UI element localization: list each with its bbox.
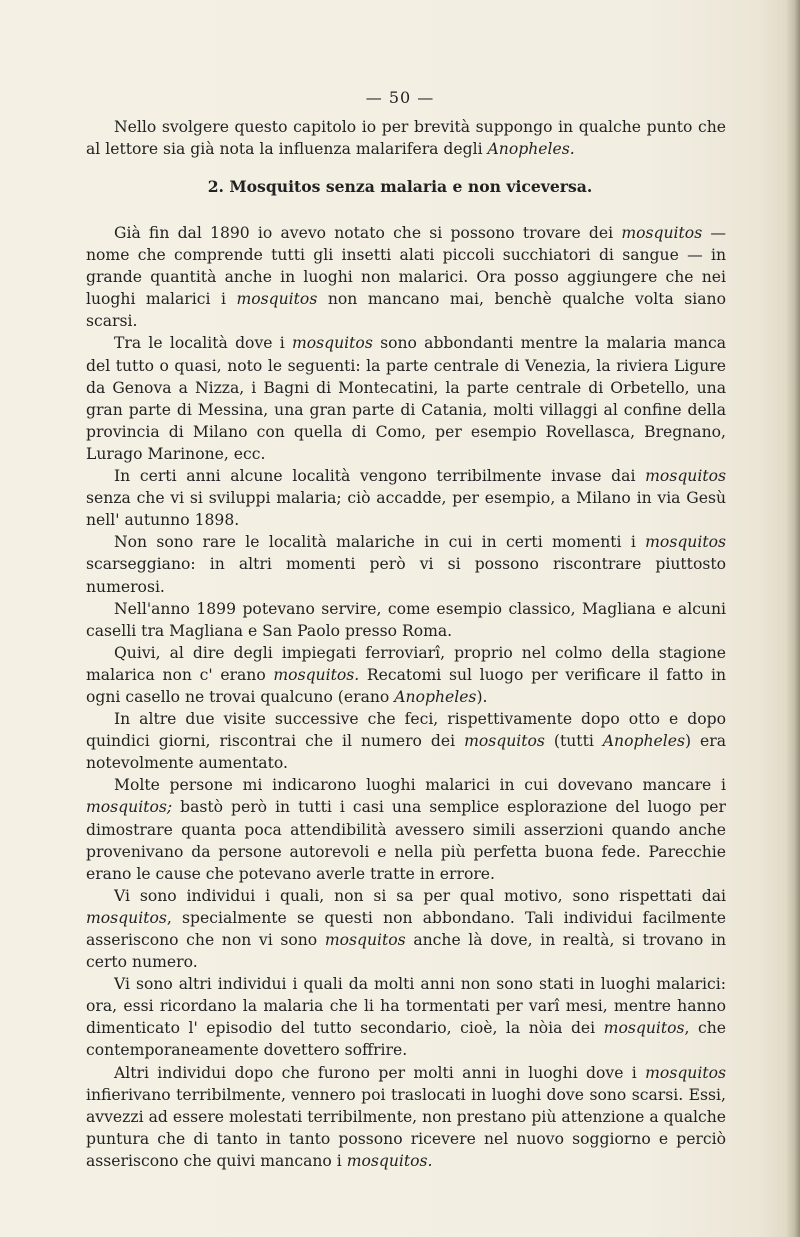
text-run: non mancano mai, benchè qualche volta siano scarsi. <box>86 290 726 331</box>
italic-term: mosquitos; <box>86 798 173 817</box>
body-paragraph <box>86 885 726 973</box>
text-run: In altre due visite successive che feci, rispettivamente dopo otto e dopo quindici giorni, riscontrai che il numero dei <box>86 710 726 751</box>
body-paragraph <box>86 332 726 465</box>
italic-term: mosquitos <box>324 931 406 949</box>
text-run: — nome che comprende tutti gli insetti alati piccoli succhiatori di sangue — in grande quantità anche in luoghi non malarici. Ora posso aggiungere che nei luoghi malarici i <box>86 224 726 309</box>
text-run: Molte persone mi indicarono luoghi malarici in cui dovevano mancare i <box>114 776 726 795</box>
italic-term: mosquitos <box>645 1063 726 1082</box>
italic-term: Anopheles <box>394 687 477 706</box>
body-paragraph <box>86 708 726 774</box>
italic-term: Anopheles. <box>487 140 575 159</box>
body-paragraph <box>86 465 726 531</box>
italic-term: mosquitos <box>645 467 726 486</box>
body-paragraph <box>86 642 726 708</box>
text-run: Non sono rare le località malariche in cui in certi momenti i <box>114 533 646 552</box>
section-heading: 2. Mosquitos senza malaria e non viceversa. <box>207 177 593 196</box>
text-run: (tutti <box>544 732 603 751</box>
italic-term: mosquitos <box>645 533 726 552</box>
text-run: Quivi, al dire degli impiegati ferroviarî, proprio nel colmo della stagione malarica non c' erano <box>86 643 726 684</box>
text-run: , che contemporaneamente dovettero soffrire. <box>86 1019 727 1060</box>
intro-paragraph <box>86 116 726 160</box>
italic-term: mosquitos. <box>346 1151 433 1170</box>
text-run: In certi anni alcune località vengono terribilmente invase dai <box>114 467 646 486</box>
text-run: senza che vi si sviluppi malaria; ciò accadde, per esempio, a Milano in via Gesù nell' autunno 1898. <box>86 489 726 530</box>
body-paragraph <box>86 531 726 597</box>
text-run: anche là dove, in realtà, si trovano in certo numero. <box>86 931 726 972</box>
body-paragraph <box>86 774 726 884</box>
italic-term: mosquitos <box>86 908 167 927</box>
text-run: ). <box>476 687 488 706</box>
text-run: Recatomi sul luogo per verificare il fatto in ogni casello ne trovai qualcuno (erano <box>86 665 726 706</box>
text-run: infierivano terribilmente, vennero poi traslocati in luoghi dove sono scarsi. Essi, avvezzi ad essere molestati terribilmente, non prestano più attenzione a qualche puntura che di tanto in tanto possono ricevere nel nuovo soggiorno e perciò asseriscono che quivi mancano i <box>86 1085 726 1170</box>
italic-term: mosquitos <box>464 732 545 751</box>
text-run: Già fin dal 1890 io avevo notato che si possono trovare dei <box>114 224 622 242</box>
page-number: — 50 — <box>365 88 435 107</box>
text-run: scarseggiano: in altri momenti però vi si possono riscontrare piuttosto numerosi. <box>86 555 726 596</box>
text-run: bastò però in tutti i casi una semplice esplorazione del luogo per dimostrare quanta poca attendibilità avessero simili asserzioni quando anche provenivano da persone autorevoli e nella più perfetta buona fede. Parecchie erano le cause che potevano averle tratte in errore. <box>86 798 726 883</box>
text-run: , specialmente se questi non abbondano. Tali individui facilmente asseriscono che non vi sono <box>86 908 726 949</box>
text-run: Vi sono altri individui i quali da molti anni non sono stati in luoghi malarici: ora, essi ricordano la malaria che li ha tormentati per varî mesi, mentre hanno dimenticato l' episodio del tutto secondario, cioè, la nòia dei <box>86 975 726 1038</box>
italic-term: mosquitos <box>603 1019 685 1038</box>
text-run: Nello svolgere questo capitolo io per brevità suppongo in qualche punto che al lettore sia già nota la influenza malarifera degli <box>86 118 726 159</box>
text-run: Tra le località dove i <box>114 334 292 353</box>
italic-term: mosquitos. <box>273 665 360 684</box>
text-run: ) era notevolmente aumentato. <box>86 732 727 773</box>
italic-term: Anopheles <box>602 732 685 751</box>
text-run: sono abbondanti mentre la malaria manca del tutto o quasi, noto le seguenti: la parte centrale di Venezia, la riviera Ligure da Genova a Nizza, i Bagni di Montecatini, la parte centrale di Orbetello, una gran parte di Messina, una gran parte di Catania, molti villaggi al confine della provincia di Milano con quella di Como, per esempio Rovellasca, Bregnano, Lurago Marinone, ecc. <box>86 334 726 463</box>
body-text <box>86 222 726 1172</box>
text-run: Vi sono individui i quali, non si sa per qual motivo, sono rispettati dai <box>114 886 726 905</box>
body-paragraph <box>86 222 726 332</box>
intro-text <box>86 116 726 160</box>
body-paragraph <box>86 1062 726 1172</box>
page-edge-shadow <box>786 0 800 1237</box>
italic-term: mosquitos <box>236 290 318 309</box>
italic-term: mosquitos <box>621 224 703 242</box>
body-paragraph <box>86 598 726 642</box>
text-run: Nell'anno 1899 potevano servire, come esempio classico, Magliana e alcuni caselli tra Magliana e San Paolo presso Roma. <box>86 599 726 640</box>
text-run: Altri individui dopo che furono per molti anni in luoghi dove i <box>114 1063 646 1082</box>
body-paragraph <box>86 973 726 1061</box>
italic-term: mosquitos <box>291 334 373 353</box>
